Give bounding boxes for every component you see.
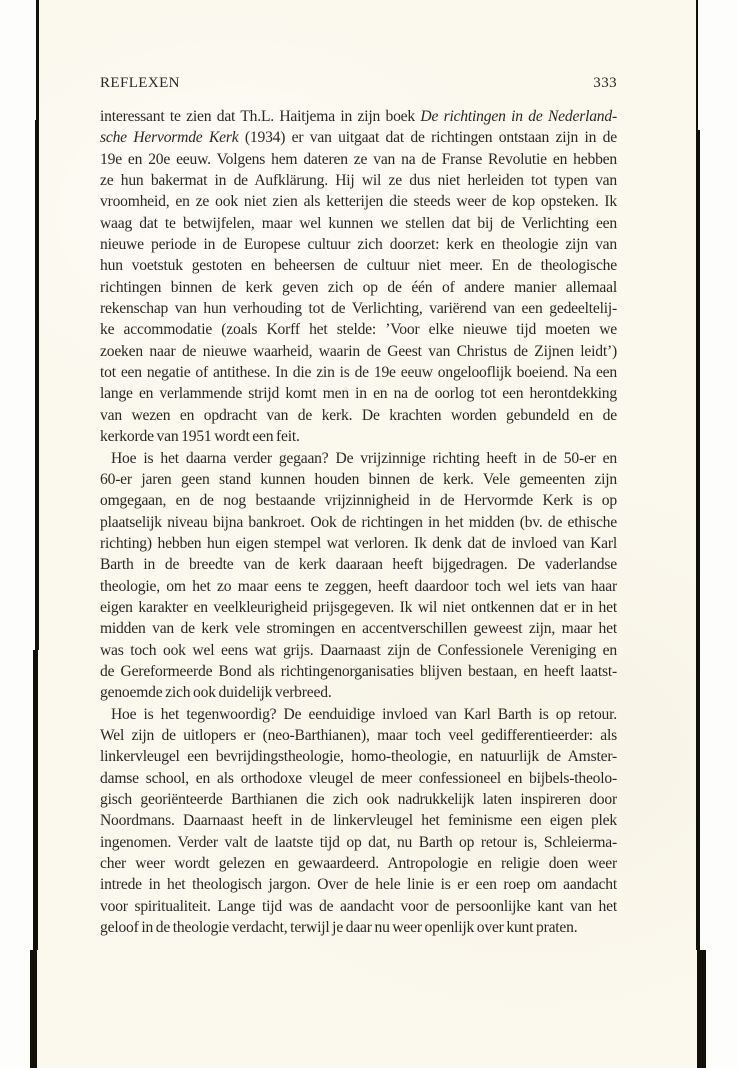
text-segment: ingenomen. Verder valt de laatste tijd op dat, nu Barth op retour is, Schleierma- (100, 833, 617, 851)
body-text (100, 106, 617, 938)
text-segment: gisch georiënteerde Barthianen die zich ook nadrukkelijk laten inspireren door (100, 791, 617, 808)
text-segment: omgegaan, en de nog bestaande vrijzinnigheid in de Hervormde Kerk is op (100, 492, 617, 510)
text-segment: vroomheid, en ze ook niet zien als ketterijen die steeds weer de kop opsteken. Ik (100, 193, 617, 211)
text-line (100, 106, 617, 127)
text-segment: midden van de kerk vele stromingen en accentverschillen geweest zijn, maar het (100, 620, 617, 638)
text-segment: cher weer wordt gelezen en gewaardeerd. Antropologie en religie doen weer (100, 855, 617, 873)
text-segment: lange en verlammende strijd komt men in en na de oorlog tot een herontdekking (100, 385, 617, 403)
text-segment: hun voetstuk gestoten en beheersen de cultuur niet meer. En de theologische (100, 257, 617, 275)
text-line (100, 917, 617, 938)
text-segment: linkervleugel een bevrijdingstheologie, homo-theologie, en natuurlijk de Amster- (100, 748, 617, 766)
text-line (100, 640, 617, 661)
text-line (100, 725, 617, 746)
text-segment: Hoe is het tegenwoordig? De eenduidige invloed van Karl Barth is op retour. (111, 705, 617, 723)
text-line (100, 896, 617, 917)
text-line (100, 213, 617, 234)
text-segment: ze hun bakermat in de Aufklärung. Hij wil ze dus niet herleiden tot typen van (100, 172, 617, 190)
text-line (100, 448, 617, 469)
text-segment: rekenschap van hun verhouding tot de Verlichting, variërend van een gedeeltelij- (100, 300, 617, 318)
text-segment: genoemde zich ook duidelijk verbreed. (100, 684, 332, 702)
text-line (100, 319, 617, 340)
text-line (100, 512, 617, 533)
text-line (100, 682, 617, 703)
running-head (100, 73, 617, 94)
scan-edge-right (696, 0, 698, 130)
text-segment: was toch ook wel eens wat grijs. Daarnaast zijn de Confessionele Vereniging en (100, 641, 617, 659)
text-segment: damse school, en als orthodoxe vleugel de meer confessioneel en bijbels-theolo- (100, 769, 617, 787)
text-line (100, 469, 617, 490)
text-segment: ke accommodatie (zoals Korff het stelde: ’Voor elke nieuwe tijd moeten we (100, 321, 617, 339)
book-title-italic: sche Hervormde Kerk (100, 129, 239, 147)
text-line (100, 490, 617, 511)
text-line (100, 191, 617, 212)
text-line (100, 405, 617, 426)
text-segment: nieuwe periode in de Europese cultuur zich doorzet: kerk en theologie zijn van (100, 236, 617, 254)
text-line (100, 768, 617, 789)
text-segment: Wel zijn de uitlopers er (neo-Barthianen), maar toch veel gedifferentieerder: als (100, 726, 617, 744)
text-segment: 60-er jaren geen stand kunnen houden binnen de kerk. Vele gemeenten zijn (100, 470, 617, 488)
text-segment: plaatselijk niveau bijna bankroet. Ook de richtingen in het midden (bv. de ethische (100, 513, 617, 531)
text-segment: zoeken naar de nieuwe waarheid, waarin de Geest van Christus de Zijnen leidt’) (100, 342, 617, 360)
text-line (100, 298, 617, 319)
page-number: 333 (593, 75, 617, 91)
text-segment: Barth in de breedte van de kerk daaraan heeft bijgedragen. De vaderlandse (100, 556, 617, 574)
scan-edge-right (697, 950, 706, 1068)
text-segment: theologie, om het zo maar eens te zeggen, heeft daardoor toch wel iets van haar (100, 577, 617, 595)
text-line (100, 789, 617, 810)
text-line (100, 874, 617, 895)
text-line (100, 362, 617, 383)
text-segment: van wezen en opdracht van de kerk. De krachten worden gebundeld en de (100, 406, 617, 424)
text-segment: richtingen binnen de kerk geven zich op de één of andere manier allemaal (100, 278, 617, 296)
text-segment: 19e en 20e eeuw. Volgens hem dateren ze van na de Franse Revolutie en hebben (100, 150, 617, 168)
text-line (100, 554, 617, 575)
text-line (100, 853, 617, 874)
text-segment: waag dat te betwijfelen, maar wel kunnen we stellen dat bij de Verlichting een (100, 214, 617, 232)
text-segment: richting) hebben hun eigen stempel wat verloren. Ik denk dat de invloed van Karl (100, 534, 617, 552)
paragraph (100, 448, 617, 704)
running-title: REFLEXEN (100, 75, 180, 91)
paragraph (100, 704, 617, 939)
book-title-italic: De richtingen in de Nederland- (420, 108, 617, 125)
text-line (100, 533, 617, 554)
text-line (100, 810, 617, 831)
text-segment: eigen karakter en veelkleurigheid prijsgegeven. Ik wil niet ontkennen dat er in het (100, 598, 617, 616)
text-line (100, 234, 617, 255)
text-line (100, 127, 617, 148)
scan-edge-left (30, 950, 37, 1068)
text-line (100, 661, 617, 682)
text-line (100, 426, 617, 447)
text-line (100, 277, 617, 298)
text-segment: kerkorde van 1951 wordt een feit. (100, 428, 300, 446)
scan-edge-left (35, 120, 39, 650)
scan-edge-left (36, 0, 39, 120)
text-line (100, 597, 617, 618)
text-line (100, 704, 617, 725)
paragraph (100, 106, 617, 448)
scan-edge-left (33, 650, 38, 950)
text-segment: interessant te zien dat Th.L. Haitjema in zijn boek (100, 108, 421, 125)
text-segment: Hoe is het daarna verder gegaan? De vrijzinnige richting heeft in de 50-er en (111, 449, 617, 467)
text-segment: Noordmans. Daarnaast heeft in de linkervleugel het feminisme een eigen plek (100, 812, 617, 830)
text-segment: intrede in het theologisch jargon. Over de hele linie is er een roep om aandacht (100, 876, 617, 894)
scan-edge-right (696, 130, 700, 950)
text-line (100, 170, 617, 191)
text-line (100, 618, 617, 639)
text-segment: tot een negatie of antithese. In die zin is de 19e eeuw ongelooflijk boeiend. Na een (100, 364, 617, 382)
text-segment: (1934) er van uitgaat dat de richtingen ontstaan zijn in de (238, 129, 617, 147)
text-segment: geloof in de theologie verdacht, terwijl je daar nu weer openlijk over kunt praten. (100, 919, 578, 937)
text-segment: voor spiritualiteit. Lange tijd was de aandacht voor de persoonlijke kant van het (100, 897, 617, 915)
text-line (100, 255, 617, 276)
text-line (100, 746, 617, 767)
text-line (100, 149, 617, 170)
text-line (100, 383, 617, 404)
text-segment: de Gereformeerde Bond als richtingenorganisaties blijven bestaan, en heeft laatst- (100, 662, 617, 680)
text-line (100, 576, 617, 597)
text-line (100, 341, 617, 362)
text-line (100, 832, 617, 853)
